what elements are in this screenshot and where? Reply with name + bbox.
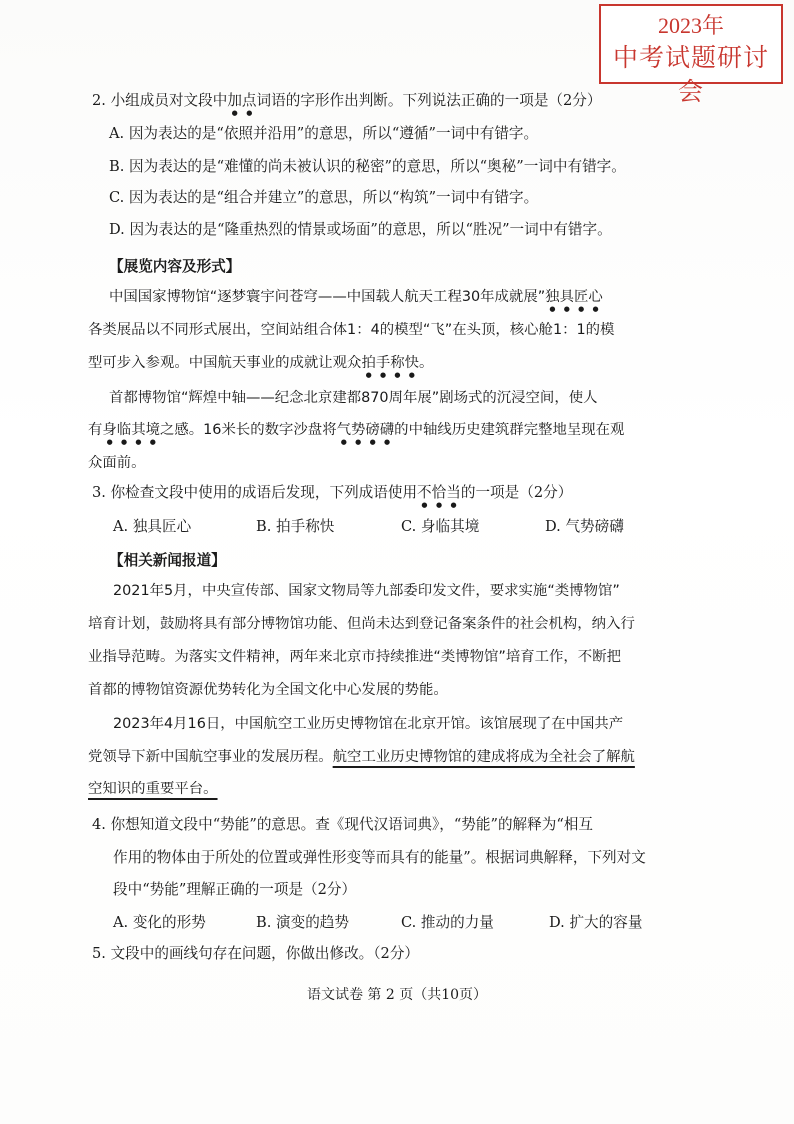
question-2-option-b: B. 因为表达的是“难懂的尚未被认识的秘密”的意思，所以“奥秘”一词中有错字。 (109, 158, 626, 175)
question-5-stem: 5. 文段中的画线句存在问题，你做出修改。（2分） (92, 945, 420, 962)
question-2-option-a: A. 因为表达的是“依照并沿用”的意思，所以“遵循”一词中有错字。 (109, 125, 539, 142)
section-heading-news: 【相关新闻报道】 (109, 552, 226, 569)
text-span: 的一项是（2分） (460, 484, 573, 501)
text-span: 。 (419, 355, 434, 371)
stamp-title: 中考试题研讨会 (612, 43, 769, 106)
underlined-sentence: 航空工业历史博物馆的建成将成为全社会了解航 (332, 749, 635, 765)
question-2-stem-text: 2. 小组成员对文段中 (92, 92, 228, 109)
question-3-option-c: C. 身临其境 (401, 518, 480, 535)
stamp-year: 2023年 (657, 13, 724, 38)
emphasis-span: 不恰当 (417, 484, 461, 501)
question-2-option-c: C. 因为表达的是“组合并建立”的意思，所以“构筑”一词中有错字。 (109, 189, 539, 206)
text-span: 的中轴线历史建筑群完整地呈现在观 (394, 422, 625, 438)
news-para1-line1: 2021年5月，中央宣传部、国家文物局等九部委印发文件，要求实施“类博物馆” (113, 583, 620, 599)
emphasis-span: 拍手称快 (361, 355, 420, 371)
exhibition-para2-line2 (88, 420, 624, 446)
news-para1-line4: 首都的博物馆资源优势转化为全国文化中心发展的势能。 (88, 682, 448, 698)
section-heading-exhibition: 【展览内容及形式】 (109, 258, 241, 275)
text-span: 中国国家博物馆“逐梦寰宇问苍穹——中国载人航天工程30年成就展” (109, 289, 546, 305)
emphasis-span: 身临其境 (102, 422, 160, 438)
text-span: 之感。16米长的数字沙盘将 (159, 422, 337, 438)
question-2-stem (92, 91, 601, 117)
exhibition-para2-line3: 众面前。 (88, 455, 146, 471)
news-para1-line3: 业指导范畴。为落实文件精神，两年来北京市持续推进“类博物馆”培育工作，不断把 (88, 649, 621, 665)
page-footer: 语文试卷 第 2 页（共10页） (306, 987, 488, 1003)
question-4-option-a: A. 变化的形势 (113, 914, 206, 931)
question-2-emphasis: 加点 (227, 92, 257, 109)
news-para1-line2: 培育计划，鼓励将具有部分博物馆功能、但尚未达到登记备案条件的社会机构，纳入行 (88, 616, 635, 632)
news-para2-line2 (88, 747, 635, 767)
text-span: 有 (88, 422, 103, 438)
text-span: 3. 你检查文段中使用的成语后发现，下列成语使用 (92, 484, 418, 501)
news-para2-line1: 2023年4月16日，中国航空工业历史博物馆在北京开馆。该馆展现了在中国共产 (113, 716, 624, 732)
exhibition-para1-line1 (109, 287, 603, 313)
news-para2-line3 (88, 779, 218, 799)
underlined-sentence-end: 空知识的重要平台。 (88, 781, 218, 797)
emphasis-span: 气势磅礴 (336, 422, 395, 438)
question-4-option-c: C. 推动的力量 (401, 914, 494, 931)
question-3-option-b: B. 拍手称快 (256, 518, 335, 535)
question-4-stem-line2: 作用的物体由于所处的位置或弹性形变等而具有的能量”。根据词典解释，下列对文 (113, 849, 646, 866)
question-3-option-d: D. 气势磅礴 (545, 518, 624, 535)
question-4-option-b: B. 演变的趋势 (256, 914, 349, 931)
question-4-stem-line3: 段中“势能”理解正确的一项是（2分） (113, 881, 357, 898)
exhibition-para2-line1: 首都博物馆“辉煌中轴——纪念北京建都870周年展”剧场式的沉浸空间，使人 (109, 390, 598, 406)
question-3-stem (92, 483, 572, 509)
text-span: 党领导下新中国航空事业的发展历程。 (88, 749, 333, 765)
question-4-option-d: D. 扩大的容量 (549, 914, 643, 931)
exhibition-para1-line2: 各类展品以不同形式展出，空间站组合体1：4的模型“飞”在头顶，核心舱1：1的模 (88, 322, 615, 338)
question-2-stem-text-2: 词语的字形作出判断。下列说法正确的一项是（2分） (256, 92, 602, 109)
question-4-stem-line1: 4. 你想知道文段中“势能”的意思。查《现代汉语词典》，“势能”的解释为“相互 (92, 816, 593, 833)
question-3-option-a: A. 独具匠心 (113, 518, 192, 535)
emphasis-span: 独具匠心 (545, 289, 603, 305)
question-2-option-d: D. 因为表达的是“隆重热烈的情景或场面”的意思，所以“胜况”一词中有错字。 (109, 221, 612, 238)
exhibition-para1-line3 (88, 353, 433, 379)
text-span: 型可步入参观。中国航天事业的成就让观众 (88, 355, 362, 371)
